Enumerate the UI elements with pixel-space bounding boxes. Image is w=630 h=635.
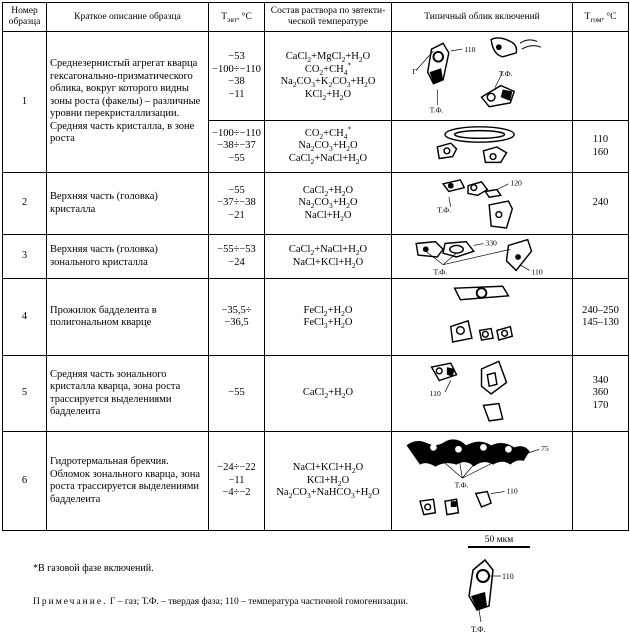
inclusion-sketch bbox=[392, 121, 573, 173]
inclusion-drawing-6 bbox=[395, 432, 569, 530]
scale-label: 50 мкм bbox=[484, 535, 514, 545]
solution-composition: $NaCl+KCl+H_2O$ $KCl+H_2O$ $Na_2CO_3+NaHCO_3+H_2O$ bbox=[265, 432, 392, 531]
table-row bbox=[3, 279, 629, 356]
inclusion-sketch bbox=[392, 279, 573, 356]
solution-composition: $CaCl_2+MgCl_2+H_2O$ $CO_2+CH_4^*$ $Na_2CO_3+K_2CO_3+H_2O$ $KCl_2+H_2O$ bbox=[265, 32, 392, 121]
svg-text:Т.Ф.: Т.Ф. bbox=[498, 69, 513, 78]
sample-number: 5 bbox=[3, 356, 47, 432]
eutectic-temp: −55÷−53 −24 bbox=[209, 235, 265, 279]
sample-number: 2 bbox=[3, 173, 47, 235]
svg-text:110: 110 bbox=[429, 388, 441, 398]
svg-text:Т.Ф.: Т.Ф. bbox=[454, 480, 469, 490]
homogenization-temp: 110 160 bbox=[573, 121, 629, 173]
sample-description: Среднезернистый агрегат кварца гексагонально-призматического облика, вокруг которого видны зоны роста (факелы) – различные уровни перекристаллизации. Средняя часть кристалла, в зоне роста bbox=[47, 32, 209, 173]
header-description: Краткое описание образца bbox=[47, 3, 209, 32]
svg-text:75: 75 bbox=[541, 444, 549, 454]
svg-text:110: 110 bbox=[531, 267, 543, 277]
solution-composition: $CaCl_2+H_2O$ bbox=[265, 356, 392, 432]
header-eutectic-temp: $Т_{эвт}$, °С bbox=[209, 3, 265, 32]
inclusions-table bbox=[2, 2, 629, 531]
svg-text:Т.Ф.: Т.Ф. bbox=[429, 105, 444, 115]
eutectic-temp: −55 −37÷−38 −21 bbox=[209, 173, 265, 235]
header-sample-number: Номер образца bbox=[3, 3, 47, 32]
inclusion-drawing-3 bbox=[395, 235, 569, 278]
homogenization-temp: 240 bbox=[573, 173, 629, 235]
note-text: Г – газ; Т.Ф. – твердая фаза; 110 – температура частичной гомогенизации. bbox=[107, 597, 409, 607]
homogenization-temp bbox=[573, 235, 629, 279]
footnote-gas-phase: *В газовой фазе включений. bbox=[33, 563, 154, 574]
inclusion-sketch bbox=[392, 173, 573, 235]
inclusion-drawing-5 bbox=[395, 356, 569, 431]
sample-number: 1 bbox=[3, 32, 47, 173]
sample-description: Средняя часть зонального кристалла кварца, зона роста трассируется выделениями бадделеита bbox=[47, 356, 209, 432]
eutectic-temp: −35,5÷ −36,5 bbox=[209, 279, 265, 356]
header-inclusion-look: Типичный облик включений bbox=[392, 3, 573, 32]
svg-text:Т.Ф.: Т.Ф. bbox=[433, 267, 448, 277]
table-row bbox=[3, 32, 629, 121]
inclusion-drawing-2 bbox=[395, 173, 569, 234]
sample-number: 6 bbox=[3, 432, 47, 531]
inclusion-drawing-1b bbox=[395, 121, 569, 172]
sample-description: Верхняя часть (головка) зонального кристалла bbox=[47, 235, 209, 279]
homogenization-temp bbox=[573, 32, 629, 121]
eutectic-temp: −55 bbox=[209, 356, 265, 432]
solution-composition: $CO_2+CH_4^*$ $Na_2CO_3+H_2O$ $CaCl_2+NaCl+H_2O$ bbox=[265, 121, 392, 173]
header-solution-composition: Состав раствора по эвтекти- ческой температуре bbox=[265, 3, 392, 32]
table-row bbox=[3, 432, 629, 531]
inclusion-sketch bbox=[392, 356, 573, 432]
sample-number: 3 bbox=[3, 235, 47, 279]
sample-description: Гидротермальная брекчия. Обломок зонального кварца, зона роста трассируется выделениями бадделеита bbox=[47, 432, 209, 531]
sample-description: Прожилок бадделеита в полигональном кварце bbox=[47, 279, 209, 356]
svg-text:120: 120 bbox=[510, 178, 522, 188]
scale-bar bbox=[468, 535, 530, 548]
sample-description: Верхняя часть (головка) кристалла bbox=[47, 173, 209, 235]
header-row bbox=[3, 3, 629, 32]
inclusion-sketch bbox=[392, 432, 573, 531]
legend-inclusion-drawing bbox=[455, 548, 525, 634]
inclusion-sketch bbox=[392, 32, 573, 121]
solution-composition: $CaCl_2+NaCl+H_2O$ $NaCl+KCl+H_2O$ bbox=[265, 235, 392, 279]
inclusion-sketch bbox=[392, 235, 573, 279]
table-row bbox=[3, 235, 629, 279]
sample-number: 4 bbox=[3, 279, 47, 356]
svg-text:110: 110 bbox=[506, 486, 518, 496]
inclusion-drawing-1a bbox=[395, 32, 569, 120]
homogenization-temp bbox=[573, 432, 629, 531]
table-note bbox=[33, 597, 408, 607]
svg-text:110: 110 bbox=[464, 44, 476, 54]
homogenization-temp: 240–250 145–130 bbox=[573, 279, 629, 356]
svg-text:110: 110 bbox=[502, 572, 514, 581]
note-lead: Примечание. bbox=[33, 597, 108, 607]
svg-text:Г: Г bbox=[412, 67, 417, 77]
eutectic-temp: −24÷−22 −11 −4÷−2 bbox=[209, 432, 265, 531]
table-row bbox=[3, 356, 629, 432]
svg-text:Т.Ф.: Т.Ф. bbox=[437, 205, 452, 215]
solution-composition: $FeCl_2+H_2O$ $FeCl_3+H_2O$ bbox=[265, 279, 392, 356]
homogenization-temp: 340 360 170 bbox=[573, 356, 629, 432]
eutectic-temp: −100÷−110 −38÷−37 −55 bbox=[209, 121, 265, 173]
svg-text:330: 330 bbox=[485, 238, 497, 248]
table-row bbox=[3, 173, 629, 235]
header-homogenization-temp: $Т_{гом}$, °С bbox=[573, 3, 629, 32]
inclusion-drawing-4 bbox=[395, 279, 569, 355]
svg-text:Т.Ф.: Т.Ф. bbox=[471, 625, 486, 634]
solution-composition: $CaCl_2+H_2O$ $Na_2CO_3+H_2O$ $NaCl+H_2O$ bbox=[265, 173, 392, 235]
eutectic-temp: −53 −100÷−110 −38 −11 bbox=[209, 32, 265, 121]
